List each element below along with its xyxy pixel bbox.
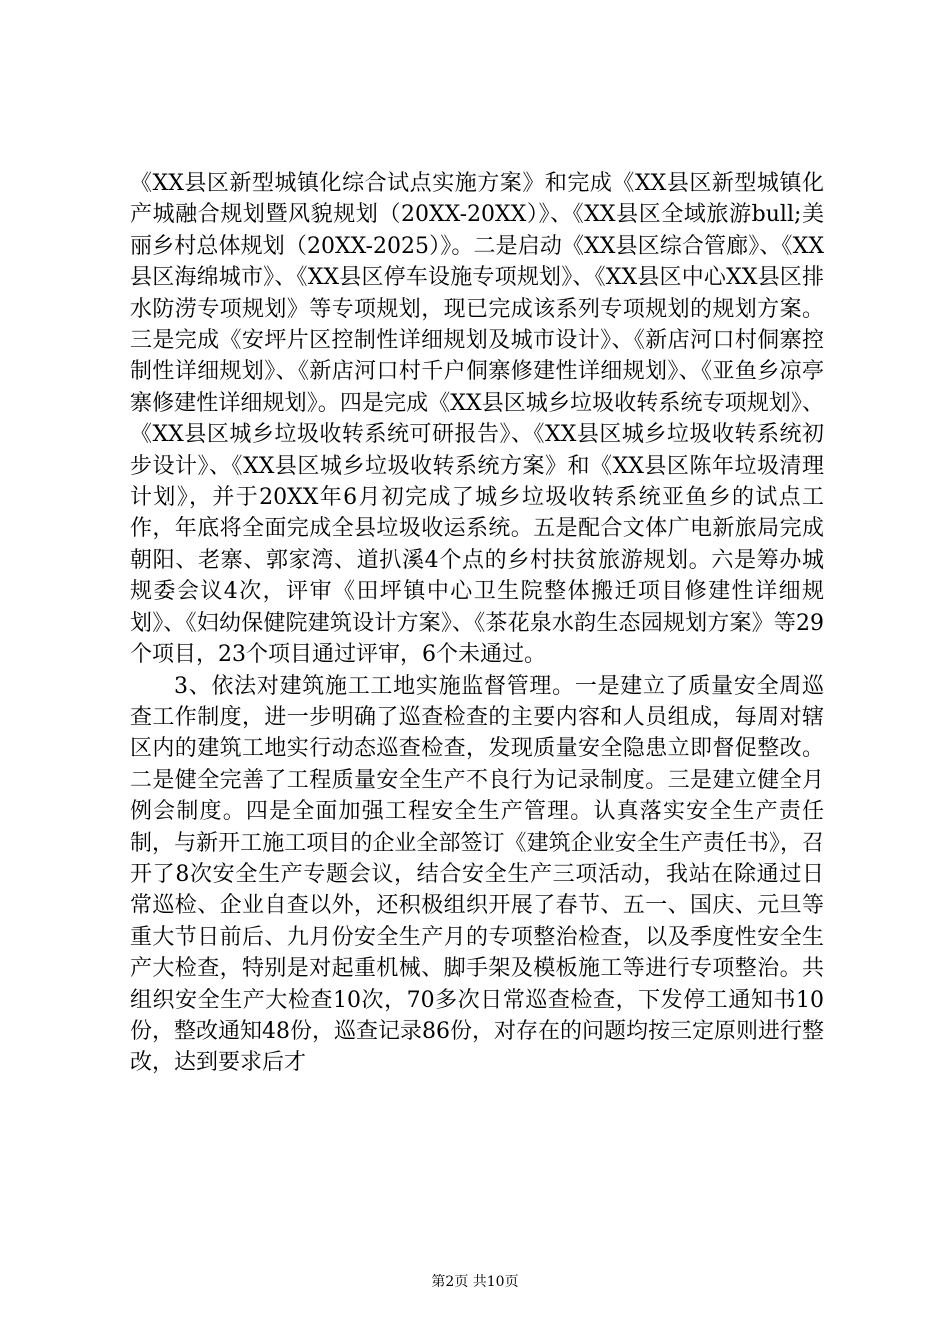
page-footer: 第2页 共10页 (431, 1274, 519, 1290)
paragraph-section-3: 3、依法对建筑施工工地实施监督管理。一是建立了质量安全周巡查工作制度，进一步明确了巡查检查的主要内容和人员组成，每周对辖区内的建筑工地实行动态巡查检查，发现质量安全隐患立即督促整改。二是健全完善了工程质量安全生产不良行为记录制度。三是建立健全月例会制度。四是全面加强工程安全生产管理。认真落实安全生产责任制，与新开工施工项目的企业全部签订《建筑企业安全生产责任书》，召开了8次安全生产专题会议，结合安全生产三项活动，我站在除通过日常巡检、企业自查以外，还积极组织开展了春节、五一、国庆、元旦等重大节日前后、九月份安全生产月的专项整治检查，以及季度性安全生产大检查，特别是对起重机械、脚手架及模板施工等进行专项整治。共组织安全生产大检查10次，70多次日常巡查检查，下发停工通知书10份，整改通知48份，巡查记录86份，对存在的问题均按三定原则进行整改，达到要求后才 (130, 673, 824, 1076)
body-text (130, 168, 824, 1079)
paragraph-continuation: 《XX县区新型城镇化综合试点实施方案》和完成《XX县区新型城镇化产城融合规划暨风貌规划（20XX-20XX）》、《XX县区全域旅游bull;美丽乡村总体规划（20XX-2025）》。二是启动《XX县区综合管廊》、《XX县区海绵城市》、《XX县区停车设施专项规划》、《XX县区中心XX县区排水防涝专项规划》等专项规划，现已完成该系列专项规划的规划方案。三是完成《安坪片区控制性详细规划及城市设计》、《新店河口村侗寨控制性详细规划》、《新店河口村千户侗寨修建性详细规划》、《亚鱼乡凉亭寨修建性详细规划》。四是完成《XX县区城乡垃圾收转系统专项规划》、《XX县区城乡垃圾收转系统可研报告》、《XX县区城乡垃圾收转系统初步设计》、《XX县区城乡垃圾收转系统方案》和《XX县区陈年垃圾清理计划》，并于20XX年6月初完成了城乡垃圾收转系统亚鱼乡的试点工作，年底将全面完成全县垃圾收运系统。五是配合文体广电新旅局完成朝阳、老寨、郭家湾、道扒溪4个点的乡村扶贫旅游规划。六是筹办城规委会议4次，评审《田坪镇中心卫生院整体搬迁项目修建性详细规划》、《妇幼保健院建筑设计方案》、《茶花泉水韵生态园规划方案》等29个项目，23个项目通过评审，6个未通过。 (130, 171, 824, 668)
